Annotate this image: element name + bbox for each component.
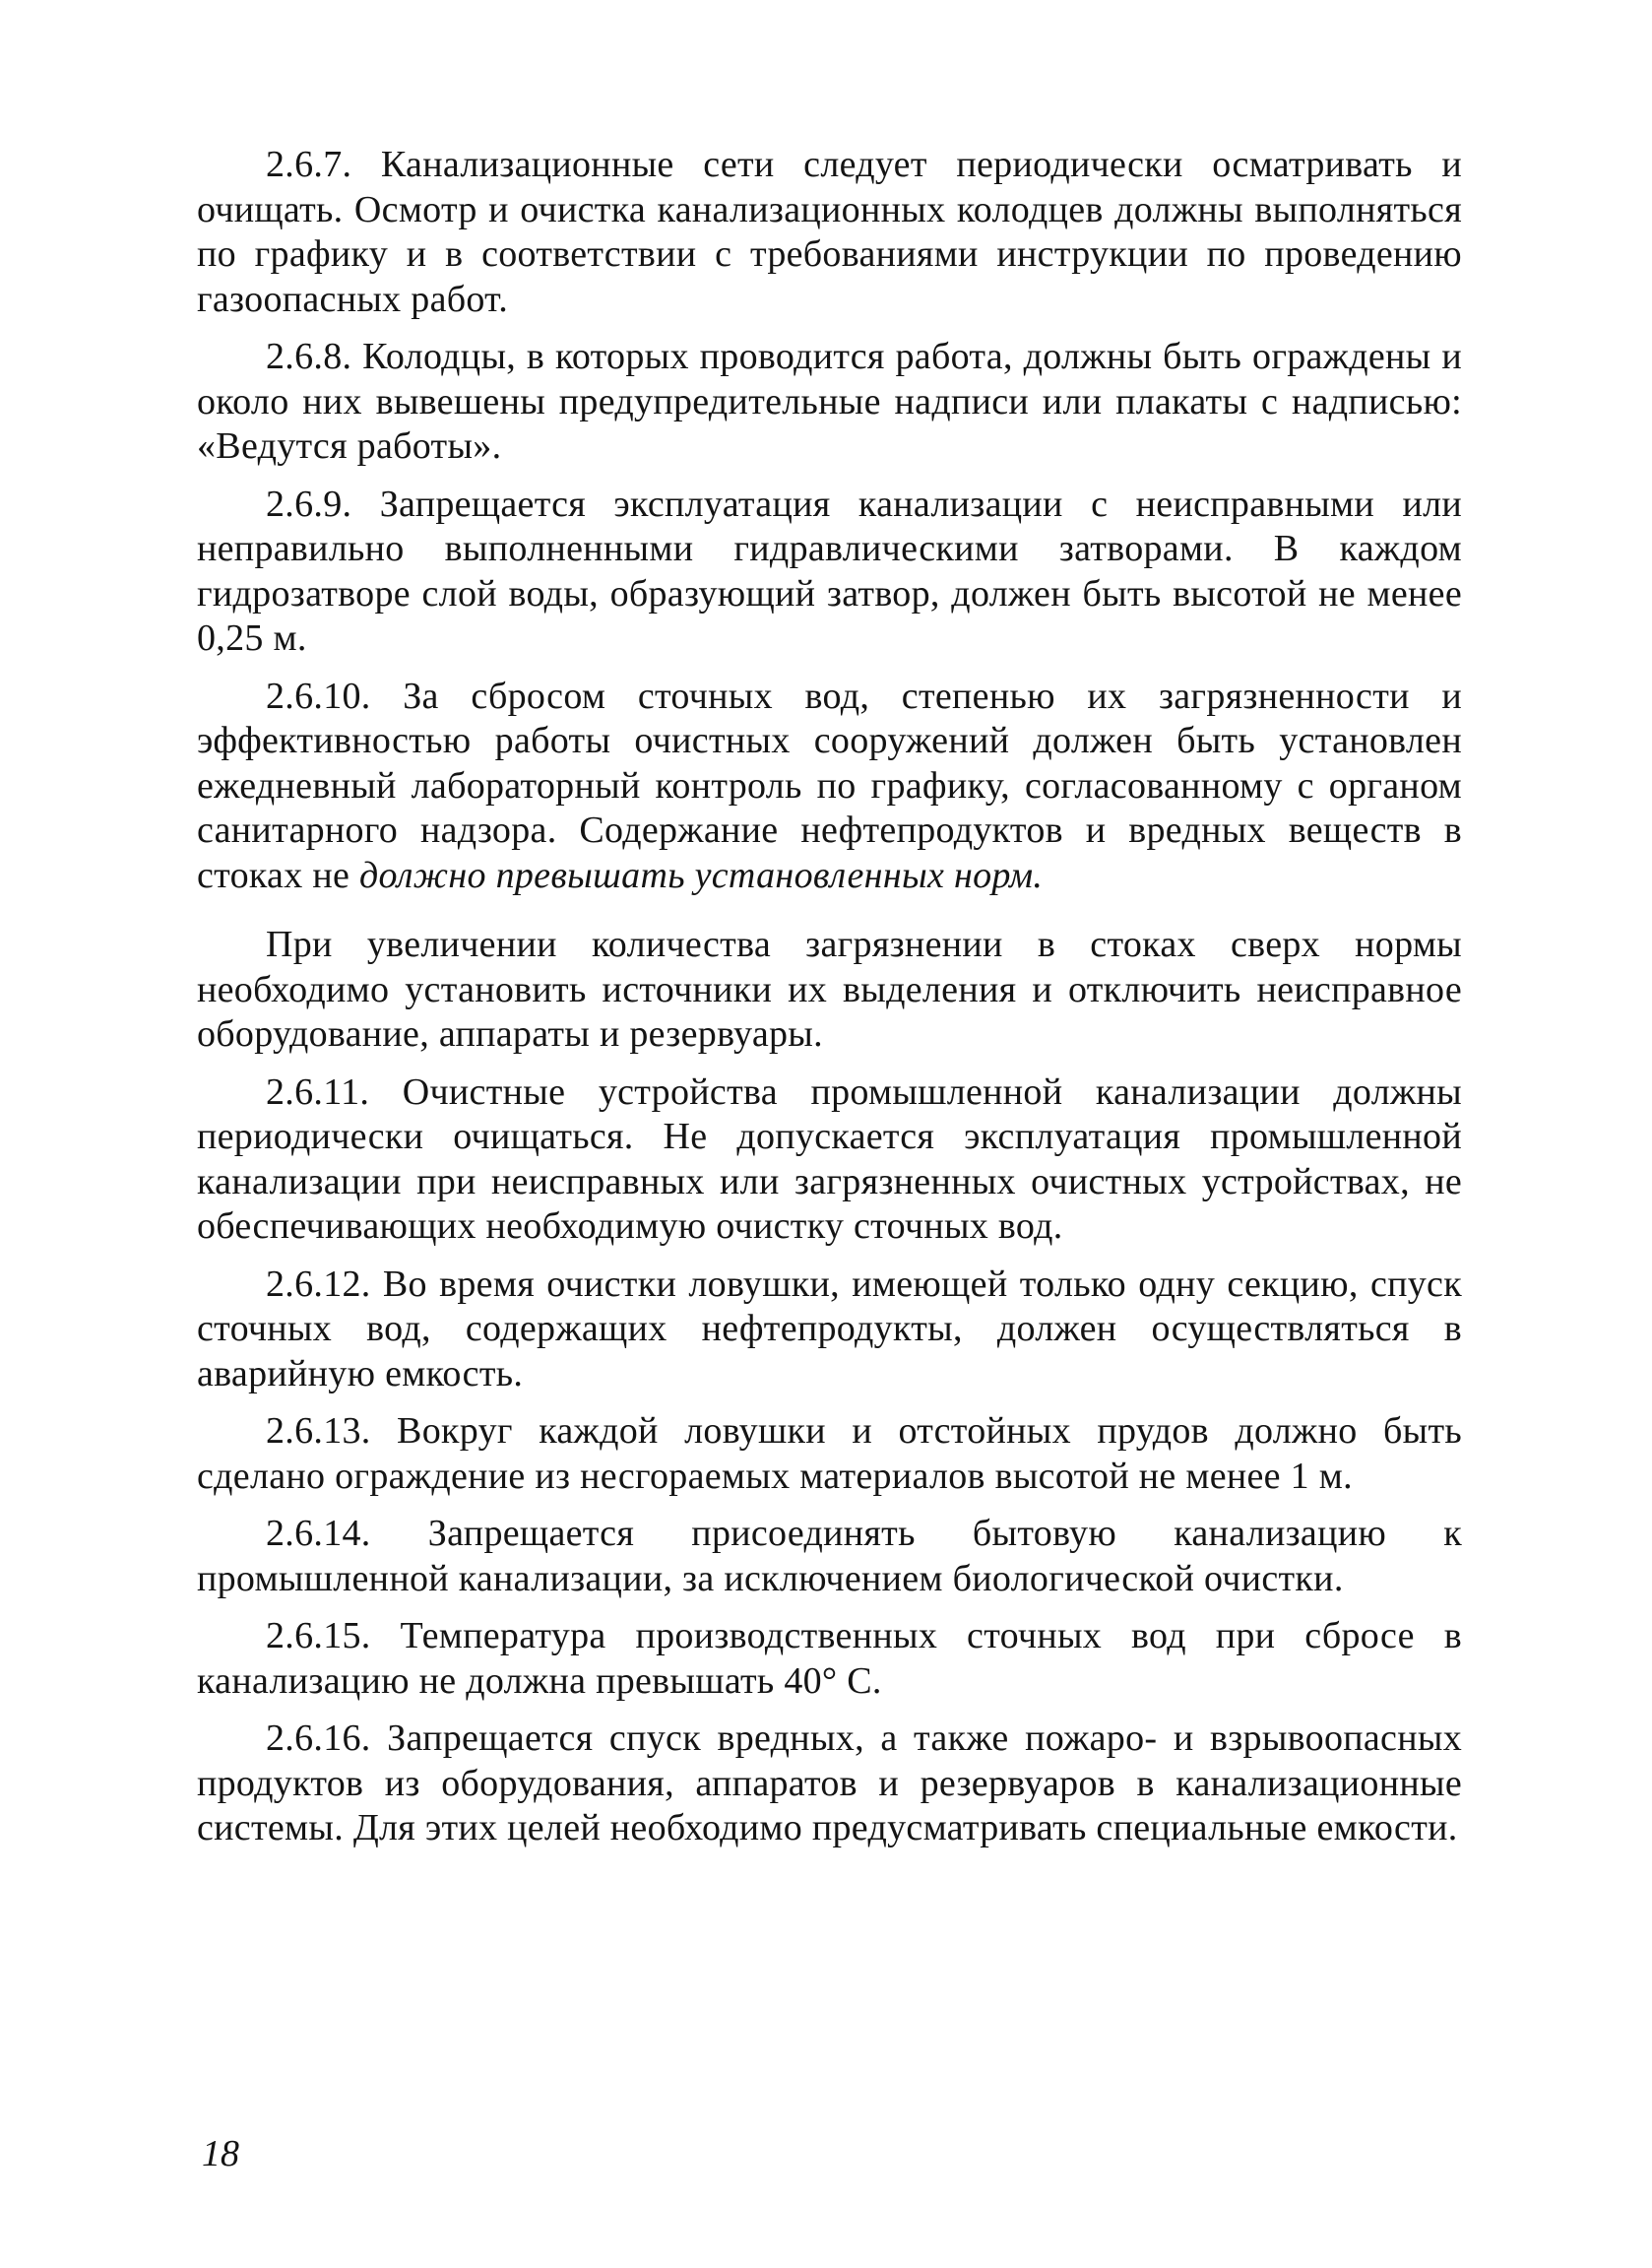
paragraph-2-6-16: 2.6.16. Запрещается спуск вредных, а также пожаро- и взрывоопасных продуктов из оборудования, аппаратов и резервуаров в канализационные системы. Для этих целей необходимо предусматривать специальные емкости.: [197, 1717, 1462, 1848]
paragraph-2-6-10: [197, 675, 1462, 899]
paragraph-2-6-12: 2.6.12. Во время очистки ловушки, имеющей только одну секцию, спуск сточных вод, содержащих нефтепродукты, должен осуществляться в аварийную емкость.: [197, 1263, 1462, 1394]
paragraph-2-6-10-continuation: При увеличении количества загрязнении в стоках сверх нормы необходимо установить источники их выделения и отключить неисправное оборудование, аппараты и резервуары.: [197, 924, 1462, 1055]
document-page: [197, 143, 1462, 1864]
paragraph-2-6-15: 2.6.15. Температура производственных сточных вод при сбросе в канализацию не должна превышать 40° С.: [197, 1615, 1462, 1702]
paragraph-2-6-10-text: 2.6.10. За сбросом сточных вод, степенью их загрязненности и эффективностью работы очистных сооружений должен быть установлен ежедневный лабораторный контроль по графику, согласованному с органом санитарного надзора. Содержание нефтепродуктов и вредных веществ в стоках не: [197, 675, 1462, 896]
page-number: 18: [202, 2133, 239, 2174]
paragraph-2-6-8: 2.6.8. Колодцы, в которых проводится работа, должны быть ограждены и около них вывешены предупредительные надписи или плакаты с надписью: «Ведутся работы».: [197, 336, 1462, 467]
paragraph-2-6-7: 2.6.7. Канализационные сети следует периодически осматривать и очищать. Осмотр и очистка канализационных колодцев должны выполняться по графику и в соответствии с требованиями инструкции по проведению газоопасных работ.: [197, 144, 1462, 320]
paragraph-2-6-9: 2.6.9. Запрещается эксплуатация канализации с неисправными или неправильно выполненными гидравлическими затворами. В каждом гидрозатворе слой воды, образующий затвор, должен быть высотой не менее 0,25 м.: [197, 483, 1462, 659]
paragraph-2-6-13: 2.6.13. Вокруг каждой ловушки и отстойных прудов должно быть сделано ограждение из несгораемых материалов высотой не менее 1 м.: [197, 1410, 1462, 1497]
paragraph-2-6-10-italic-text: должно превышать установленных норм.: [358, 854, 1044, 896]
paragraph-2-6-14: 2.6.14. Запрещается присоединять бытовую канализацию к промышленной канализации, за исключением биологической очистки.: [197, 1513, 1462, 1599]
paragraph-2-6-11: 2.6.11. Очистные устройства промышленной канализации должны периодически очищаться. Не допускается эксплуатация промышленной канализации при неисправных или загрязненных очистных устройствах, не обеспечивающих необходимую очистку сточных вод.: [197, 1070, 1462, 1247]
